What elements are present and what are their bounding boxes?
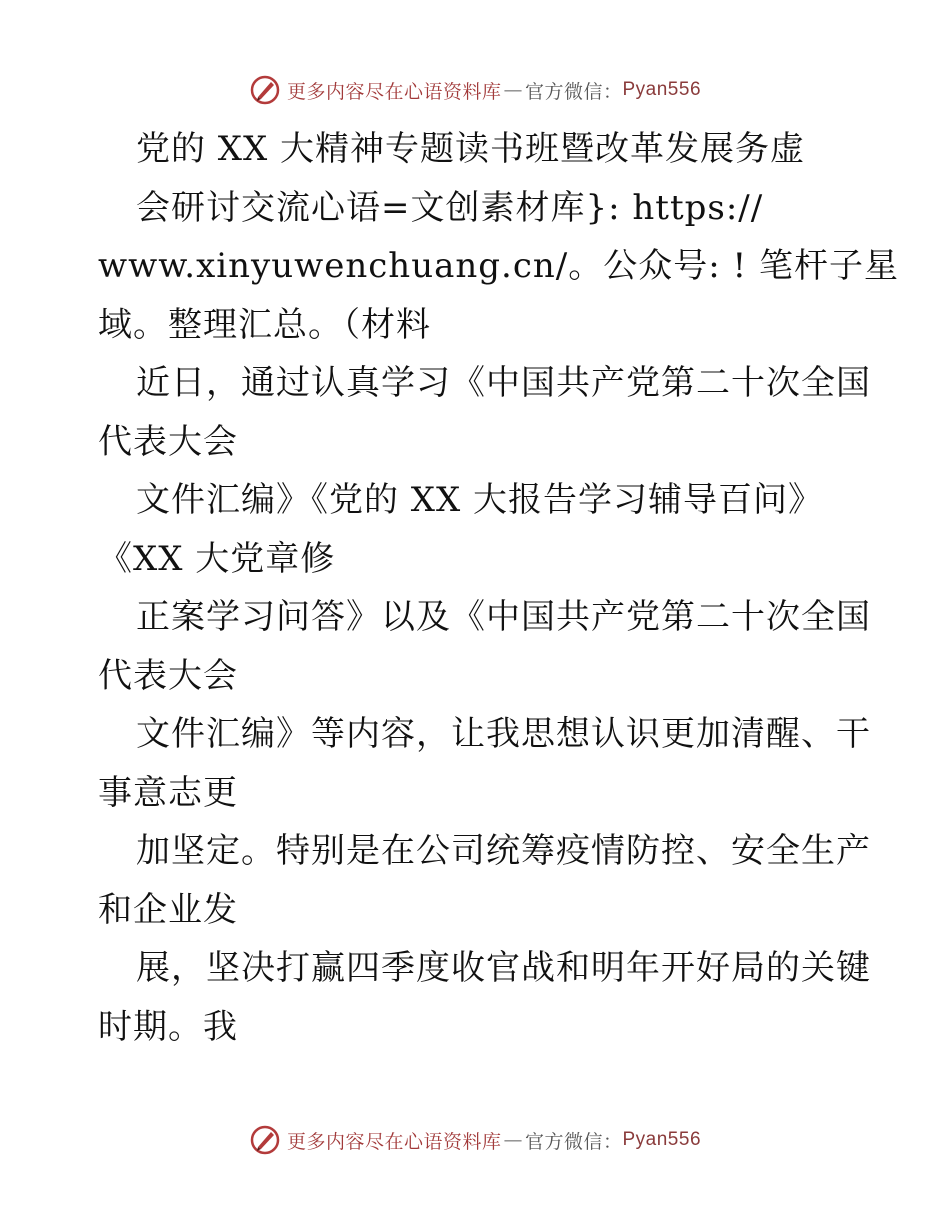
body-line-14: 和企业发 — [98, 889, 238, 930]
footer-banner — [0, 1120, 950, 1160]
header-promo-text: 更多内容尽在心语资料库 — [286, 80, 502, 103]
body-line-7: 文件汇编》《党的 XX 大报告学习辅导百问》 — [136, 480, 824, 520]
document-body — [98, 120, 899, 1056]
footer-wechat-label: 官方微信： — [524, 1130, 623, 1153]
header-wechat-label: 官方微信： — [524, 80, 623, 103]
body-line-11: 文件汇编》等内容，让我思想认识更加清醒、干 — [136, 714, 871, 754]
body-line-2: 会研讨交流心语=文创素材库}: https:// — [136, 187, 764, 228]
header-dash: — — [503, 79, 523, 101]
body-line-6: 代表大会 — [98, 421, 238, 462]
body-line-10: 代表大会 — [98, 655, 238, 696]
body-line-13: 加坚定。特别是在公司统筹疫情防控、安全生产 — [136, 831, 871, 871]
footer-promo-text: 更多内容尽在心语资料库 — [286, 1130, 502, 1153]
header-banner — [0, 70, 950, 110]
body-line-5: 近日，通过认真学习《中国共产党第二十次全国 — [136, 363, 871, 403]
header-wechat-id: Pyan556 — [622, 79, 702, 100]
body-line-1: 党的 XX 大精神专题读书班暨改革发展务虚 — [136, 129, 806, 169]
body-line-4: 域。整理汇总。（材料 — [98, 304, 431, 345]
pen-logo-icon — [249, 74, 281, 106]
body-line-15: 展，坚决打赢四季度收官战和明年开好局的关键 — [136, 948, 871, 988]
pen-logo-icon — [249, 1124, 281, 1156]
body-line-16: 时期。我 — [98, 1006, 238, 1047]
body-line-8: 《XX 大党章修 — [98, 538, 336, 579]
body-line-12: 事意志更 — [98, 772, 238, 813]
body-line-9: 正案学习问答》以及《中国共产党第二十次全国 — [136, 597, 871, 637]
footer-dash: — — [503, 1129, 523, 1151]
body-line-3: www.xinyuwenchuang.cn/。公众号: ! 笔杆子星 — [98, 246, 899, 286]
footer-wechat-id: Pyan556 — [622, 1129, 702, 1150]
